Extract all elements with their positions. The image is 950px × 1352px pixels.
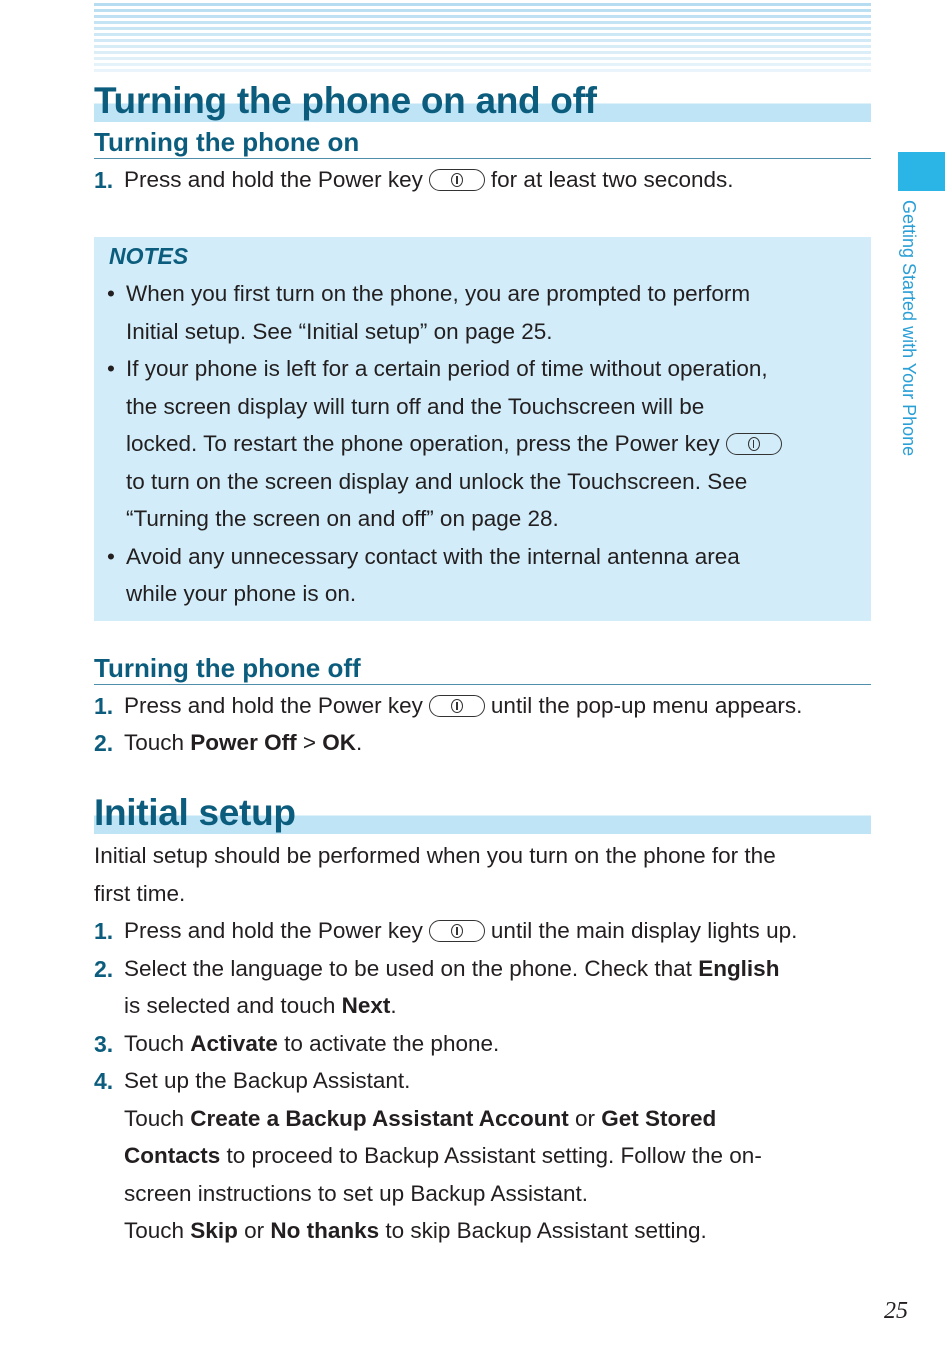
setup-step-4-line	[124, 1105, 716, 1133]
chapter-tab	[898, 152, 945, 191]
step-bold: OK	[322, 730, 356, 755]
step-bold: English	[698, 956, 780, 981]
step-text: Touch	[124, 730, 191, 755]
power-key-icon	[429, 169, 485, 191]
chapter-label: Getting Started with Your Phone	[899, 200, 919, 457]
bullet: •	[107, 281, 115, 306]
step-number: 1.	[94, 918, 114, 944]
step-number: 3.	[94, 1031, 114, 1057]
notes-title: NOTES	[109, 243, 189, 269]
step-text: Press and hold the Power key	[124, 918, 423, 943]
note-line: If your phone is left for a certain period of time without operation,	[126, 356, 768, 381]
power-key-icon	[429, 920, 485, 942]
step-bold: Next	[341, 993, 391, 1018]
setup-step-1	[124, 917, 797, 945]
bullet: •	[107, 356, 115, 381]
step-text: or	[237, 1218, 271, 1243]
header-stripes	[94, 3, 871, 75]
setup-step-4: Set up the Backup Assistant.	[124, 1068, 411, 1093]
setup-step-2	[124, 955, 779, 983]
step-number: 1.	[94, 167, 114, 193]
step-bold: Activate	[190, 1031, 278, 1056]
step-bold: Get Stored	[601, 1106, 717, 1131]
setup-step-4-line	[124, 1142, 762, 1170]
step-text: .	[355, 730, 363, 755]
setup-step-4-line: screen instructions to set up Backup Assistant.	[124, 1181, 588, 1206]
power-key-icon	[429, 695, 485, 717]
section-title-initial-setup: Initial setup	[94, 792, 871, 834]
note-line: Avoid any unnecessary contact with the internal antenna area	[126, 544, 740, 569]
note-text: locked. To restart the phone operation, press the Power key	[126, 431, 720, 456]
subheading-turning-off: Turning the phone off	[94, 652, 871, 685]
note-line: Initial setup. See “Initial setup” on page 25.	[126, 319, 553, 344]
step-text: to activate the phone.	[277, 1031, 500, 1056]
step-text: or	[568, 1106, 602, 1131]
step-text: Press and hold the Power key	[124, 167, 423, 192]
step-text: for at least two seconds.	[490, 167, 734, 192]
step-text: Touch	[124, 1106, 191, 1131]
setup-step-2-cont	[124, 992, 397, 1020]
page-number: 25	[884, 1298, 908, 1324]
step-bold: No thanks	[270, 1218, 380, 1243]
note-line: to turn on the screen display and unlock the Touchscreen. See	[126, 469, 748, 494]
step-number: 4.	[94, 1068, 114, 1094]
intro-line: Initial setup should be performed when you turn on the phone for the	[94, 843, 776, 868]
note-line: the screen display will turn off and the Touchscreen will be	[126, 394, 705, 419]
step-on-1	[124, 166, 734, 194]
step-number: 1.	[94, 693, 114, 719]
step-text: to proceed to Backup Assistant setting. Follow the on-	[220, 1143, 762, 1168]
step-text: Press and hold the Power key	[124, 693, 423, 718]
step-text: Select the language to be used on the phone. Check that	[124, 956, 699, 981]
subheading-turning-on: Turning the phone on	[94, 126, 871, 159]
step-bold: Skip	[190, 1218, 238, 1243]
step-bold: Create a Backup Assistant Account	[190, 1106, 569, 1131]
step-text: until the main display lights up.	[490, 918, 798, 943]
step-bold: Power Off	[190, 730, 297, 755]
step-text: Touch	[124, 1031, 191, 1056]
note-line: while your phone is on.	[126, 581, 357, 606]
setup-step-4-line	[124, 1217, 707, 1245]
note-line: “Turning the screen on and off” on page 28.	[126, 506, 559, 531]
step-text: Touch	[124, 1218, 191, 1243]
step-off-1	[124, 692, 802, 720]
step-off-2	[124, 729, 362, 757]
bullet: •	[107, 544, 115, 569]
power-key-icon	[726, 433, 782, 455]
step-text: to skip Backup Assistant setting.	[379, 1218, 707, 1243]
intro-line: first time.	[94, 881, 186, 906]
step-bold: Contacts	[124, 1143, 221, 1168]
step-text: .	[390, 993, 397, 1018]
step-number: 2.	[94, 956, 114, 982]
setup-step-3	[124, 1030, 499, 1058]
step-text: until the pop-up menu appears.	[490, 693, 803, 718]
note-line	[126, 430, 788, 458]
step-text: is selected and touch	[124, 993, 342, 1018]
section-title-on-off: Turning the phone on and off	[94, 80, 871, 122]
note-line: When you first turn on the phone, you are prompted to perform	[126, 281, 751, 306]
step-text: >	[296, 730, 323, 755]
step-number: 2.	[94, 730, 114, 756]
